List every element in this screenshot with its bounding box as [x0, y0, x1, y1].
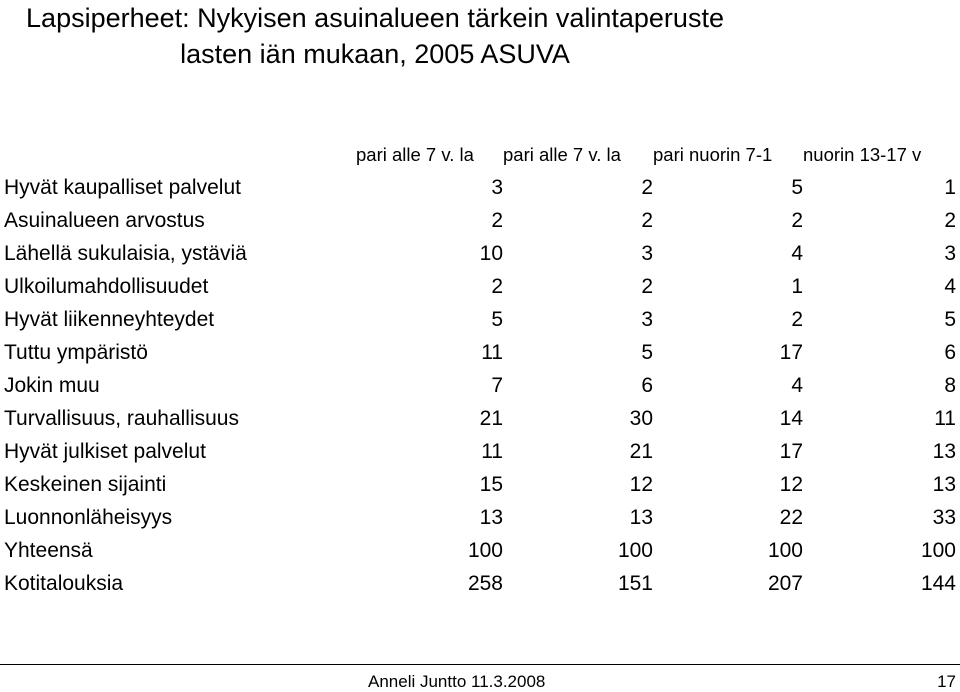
row-label: Ulkoilumahdollisuudet [4, 275, 209, 298]
data-table [4, 138, 956, 600]
table-row [4, 171, 956, 204]
row-label: Kotitalouksia [4, 572, 124, 595]
table-cell: 10 [479, 242, 503, 265]
row-label: Lähellä sukulaisia, ystäviä [4, 242, 247, 265]
table-cell: 3 [491, 176, 503, 199]
table-cell: 12 [629, 473, 653, 496]
table-cell: 1 [944, 176, 956, 199]
row-label: Keskeinen sijainti [4, 473, 167, 496]
header-row [4, 138, 956, 171]
row-label: Hyvät liikenneyhteydet [4, 308, 215, 331]
column-header: pari alle 7 v. la [503, 144, 621, 165]
table-cell: 5 [491, 308, 503, 331]
title-line-1: Lapsiperheet: Nykyisen asuinalueen tärkein valintaperuste [26, 3, 724, 33]
table-cell: 1 [791, 275, 803, 298]
table-cell: 13 [932, 440, 956, 463]
row-label: Hyvät kaupalliset palvelut [4, 176, 241, 199]
table-row [4, 435, 956, 468]
table-row [4, 501, 956, 534]
table-cell: 5 [944, 308, 956, 331]
table-cell: 21 [479, 407, 503, 430]
table-cell: 100 [767, 539, 803, 562]
column-header: pari nuorin 7-1 [653, 144, 773, 165]
table-cell: 7 [491, 374, 503, 397]
table-cell: 22 [779, 506, 803, 529]
page-number: 17 [937, 672, 956, 691]
table-cell: 13 [479, 506, 503, 529]
table-cell: 13 [629, 506, 653, 529]
title-line-2: lasten iän mukaan, 2005 ASUVA [180, 39, 570, 69]
table-cell: 14 [779, 407, 803, 430]
footer-author: Anneli Juntto 11.3.2008 [368, 672, 546, 691]
table-cell: 2 [491, 275, 503, 298]
table-body [4, 171, 956, 600]
table-cell: 151 [617, 572, 653, 595]
table-cell: 2 [944, 209, 956, 232]
column-header: nuorin 13-17 v [803, 144, 922, 165]
table-cell: 17 [779, 440, 803, 463]
table-cell: 2 [641, 209, 653, 232]
table-cell: 11 [481, 440, 503, 463]
table-row [4, 534, 956, 567]
table-cell: 8 [944, 374, 956, 397]
table-row [4, 237, 956, 270]
table-cell: 12 [779, 473, 803, 496]
table-cell: 4 [791, 242, 803, 265]
table-cell: 21 [629, 440, 653, 463]
table-cell: 11 [481, 341, 503, 364]
row-label-header [4, 138, 356, 171]
row-label: Hyvät julkiset palvelut [4, 440, 206, 463]
table-cell: 6 [641, 374, 653, 397]
table-row [4, 204, 956, 237]
column-header: pari alle 7 v. la [356, 144, 474, 165]
row-label: Turvallisuus, rauhallisuus [4, 407, 239, 430]
table-cell: 5 [791, 176, 803, 199]
table-row [4, 336, 956, 369]
row-label: Asuinalueen arvostus [4, 209, 205, 232]
table-cell: 6 [944, 341, 956, 364]
table-cell: 5 [641, 341, 653, 364]
table-cell: 4 [791, 374, 803, 397]
chart-title [0, 0, 750, 72]
table-cell: 2 [491, 209, 503, 232]
table-cell: 17 [779, 341, 803, 364]
table-row [4, 468, 956, 501]
footer-divider [0, 664, 960, 665]
table-cell: 2 [641, 275, 653, 298]
row-label: Tuttu ympäristö [4, 341, 148, 364]
row-label: Jokin muu [4, 374, 100, 397]
table-row [4, 303, 956, 336]
table-cell: 2 [791, 209, 803, 232]
table-cell: 11 [934, 407, 956, 430]
table-cell: 3 [641, 242, 653, 265]
table-cell: 100 [617, 539, 653, 562]
table-row [4, 270, 956, 303]
table-cell: 100 [467, 539, 503, 562]
table-cell: 30 [629, 407, 653, 430]
table-cell: 144 [920, 572, 956, 595]
table-cell: 207 [767, 572, 803, 595]
table-cell: 15 [479, 473, 503, 496]
table-cell: 2 [791, 308, 803, 331]
table-cell: 258 [467, 572, 503, 595]
table-row [4, 369, 956, 402]
row-label: Yhteensä [4, 539, 93, 562]
table-cell: 3 [944, 242, 956, 265]
table-cell: 4 [944, 275, 956, 298]
table-cell: 100 [920, 539, 956, 562]
table-row [4, 402, 956, 435]
table-cell: 33 [932, 506, 956, 529]
table-cell: 3 [641, 308, 653, 331]
table-row [4, 567, 956, 600]
table-cell: 13 [932, 473, 956, 496]
table-cell: 2 [641, 176, 653, 199]
row-label: Luonnonläheisyys [4, 506, 173, 529]
